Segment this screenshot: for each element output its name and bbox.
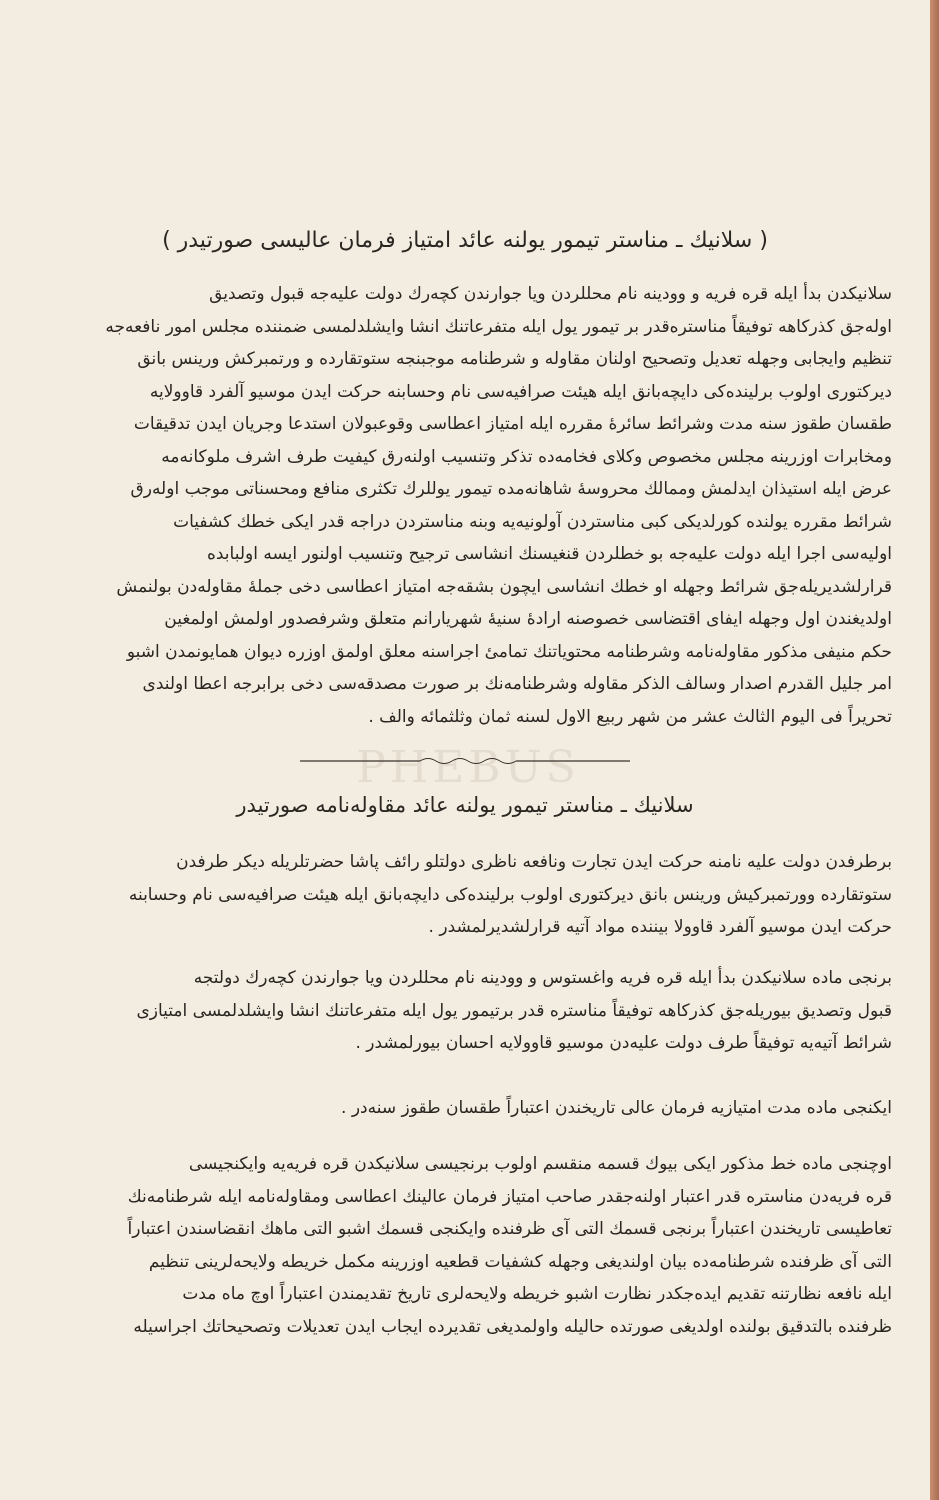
contract-heading: سلانیك ـ مناستر تیمور یولنه عائد مقاوله‌نامه صورتیدر xyxy=(236,793,694,817)
text-line: قره فریه‌دن مناستره قدر اعتبار اولنه‌جقدر صاحب امتیاز فرمان عالینك اعطاسی ومقاوله‌نامه ایله شرطنامه‌نك xyxy=(127,1186,892,1207)
text-line: برطرفدن دولت علیه نامنه حرکت ایدن تجارت ونافعه ناظری دولتلو رائف پاشا حضرتلریله دیکر طرفدن xyxy=(176,852,892,872)
text-line: امر جلیل القدرم اصدار وسالف الذکر مقاوله وشرطنامه‌نك بر صورت مصدقه‌سی دخی برابرجه اعطا اولندی xyxy=(142,674,892,694)
text-line: حرکت ایدن موسیو آلفرد قاوولا بیننده مواد آتیه قرارلشدیرلمشدر . xyxy=(428,917,892,937)
text-line: اولیه‌سی اجرا ایله دولت علیه‌جه بو خطلردن قنغیسنك انشاسی ترجیح وتنسیب اولنور ایسه اولبابده xyxy=(206,544,892,564)
decree-heading: ( سلانیك ـ مناستر تیمور یولنه عائد امتیاز فرمان عالیسی صورتیدر ) xyxy=(162,228,768,253)
text-line: شرائط مقرره یولنده کورلدیکی کبی مناستردن آولونیه‌یه وبنه مناستردن دراجه قدر ایکی خطك کشفیات xyxy=(173,511,892,532)
text-line: طقسان طقوز سنه مدت وشرائط سائرۀ مقرره ایله امتیاز اعطاسی وقوعبولان استدعا وجریان ایدن تدقیقات xyxy=(133,414,892,434)
text-line: تعاطیسی تاریخندن اعتباراً برنجی قسمك التی آی ظرفنده وایکنجی قسمك اشبو التی ماهك انقضاسندن اعتباراً xyxy=(127,1219,892,1239)
article-1-paragraph xyxy=(44,962,892,1060)
watermark: PHEBUS xyxy=(356,742,580,793)
text-line: دیرکتوری اولوب برلینده‌کی دایچه‌بانق ایله هیئت صرافیه‌سی نام وحسابنه حرکت ایدن موسیو آلفرد قاوولایه xyxy=(149,381,892,402)
page-edge xyxy=(930,0,939,1500)
text-line: عرض ایله استیذان ایدلمش وممالك محروسۀ شاهانه‌مده تیمور یوللرك تکثری منافع ومحسناتی موجب اوله‌رق xyxy=(130,479,892,499)
text-line: اوله‌جق کذرکاهه توفیقاً مناستره‌قدر بر تیمور یول ایله متفرعاتنك انشا وایشلدلمسی ضمننده مجلس امور نافعه‌جه xyxy=(105,316,892,337)
text-line: تنظیم وایجابی وجهله تعدیل وتصحیح اولنان مقاوله و شرطنامه موجبنجه ستوتقارده و ورتمبرکش ورینس بانق xyxy=(137,349,892,369)
text-line: برنجی ماده سلانیکدن بدأ ایله قره فریه واغستوس و وودینه نام محللردن ویا جوارندن کچه‌رك دولتجه xyxy=(193,968,892,988)
article-3-paragraph xyxy=(44,1148,892,1343)
text-line: حکم منیفی مذکور مقاوله‌نامه وشرطنامه محتویاتنك تمامیٔ اجراسنه معلق اولمق اوزره دیوان همایونمدن اشبو xyxy=(126,641,892,662)
text-line: شرائط آتیه‌یه توفیقاً طرف دولت علیه‌دن موسیو قاوولایه احسان بیورلمشدر . xyxy=(355,1033,892,1053)
text-line: تحریراً فی الیوم الثالث عشر من شهر ربیع الاول لسنه ثمان وثلثمائه والف . xyxy=(368,706,892,727)
text-line: ومخابرات اوزرینه مجلس مخصوص وکلای فخامه‌ده تذکر وتنسیب اولنه‌رق کیفیت طرف اشرف ملوکانه‌مه xyxy=(161,446,892,467)
text-line: قرارلشدیریله‌جق شرائط وجهله او خطك انشاسی ایچون بشقه‌جه امتیاز اعطاسی دخی جملۀ مقاوله‌دن بولنمش xyxy=(116,576,892,597)
preamble-paragraph xyxy=(44,846,892,944)
text-line: اوچنجی ماده خط مذکور ایکی بیوك قسمه منقسم اولوب برنجیسی سلانیکدن قره فریه‌یه وایکنجیسی xyxy=(188,1154,892,1174)
decree-paragraph xyxy=(44,278,892,733)
text-line: اولدیغندن اول وجهله ایفای اقتضاسی خصوصنه ارادۀ سنیۀ شهریارانم متعلق وشرفصدور اولمش اولمغین xyxy=(164,609,892,629)
ornamental-divider xyxy=(300,757,630,765)
text-line: ایکنجی ماده مدت امتیازیه فرمان عالی تاریخندن اعتباراً طقسان طقوز سنه‌در . xyxy=(341,1098,892,1118)
text-line: ستوتقارده وورتمبرکیش ورینس بانق دیرکتوری اولوب برلینده‌کی دایچه‌بانق ایله هیئت صرافیه‌سی نام وحسابنه xyxy=(128,884,892,905)
text-line: سلانیکدن بدأ ایله قره فریه و وودینه نام محللردن ویا جوارندن کچه‌رك دولت علیه‌جه قبول وتصدیق xyxy=(209,284,892,304)
article-2-paragraph xyxy=(44,1092,892,1125)
text-line: التی آی ظرفنده شرطنامه‌ده بیان اولندیغی وجهله کشفیات قطعیه اوزرینه مکمل خریطه ولایحه‌لرینی تنظیم xyxy=(148,1251,892,1272)
text-line: ایله نافعه نظارتنه تقدیم ایده‌جکدر نظارت اشبو خریطه ولایحه‌لری تاریخ تقدیمندن اعتباراً اوچ ماه مدت xyxy=(182,1284,892,1304)
text-line: ظرفنده بالتدقیق بولنده اولدیغی صورتده حالیله واولمدیغی تقدیرده ایجاب ایدن تعدیلات وتصحیحاتك اجراسیله xyxy=(133,1316,892,1337)
text-line: قبول وتصدیق بیوریله‌جق کذرکاهه توفیقاً مناستره قدر برتیمور یول ایله متفرعاتنك انشا وایشلدلمسی امتیازی xyxy=(136,1000,892,1021)
